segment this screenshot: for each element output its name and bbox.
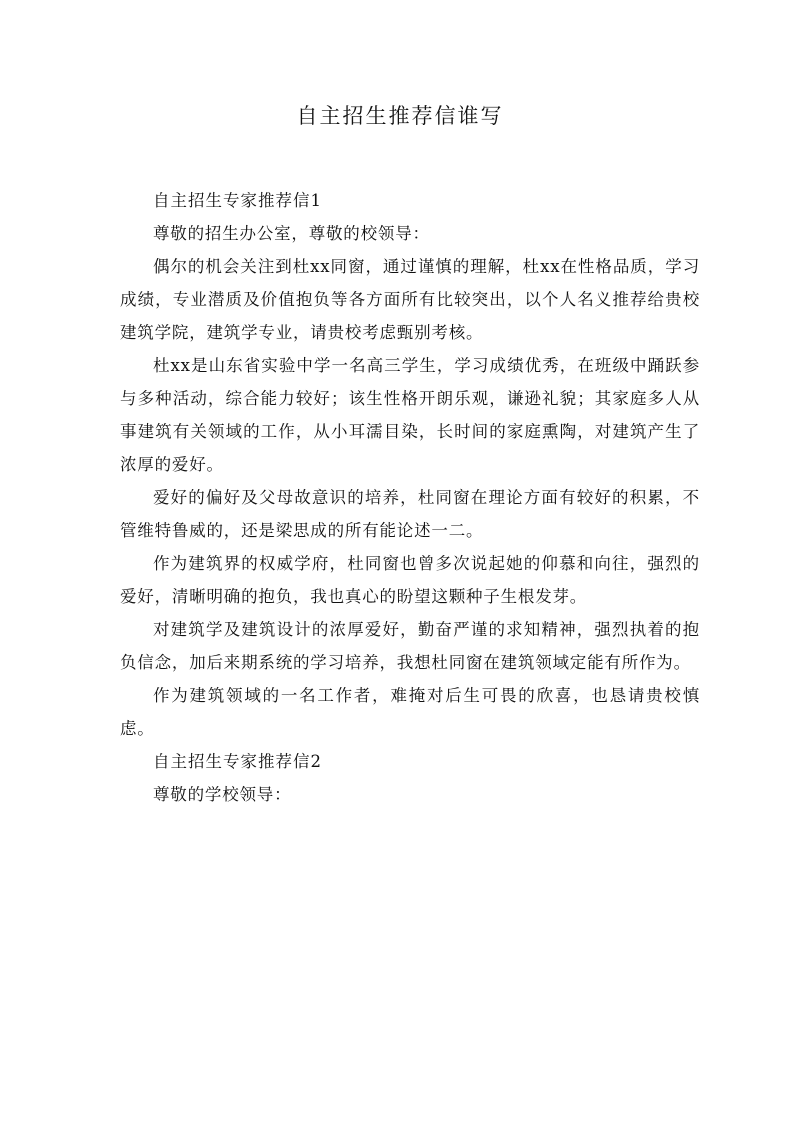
body-paragraph: 对建筑学及建筑设计的浓厚爱好，勤奋严谨的求知精神，强烈执着的抱负信念，加后来期系统的学习培养，我想杜同窗在建筑领域定能有所作为。 [120,620,700,672]
body-paragraph: 偶尔的机会关注到杜xx同窗，通过谨慎的理解，杜xx在性格品质，学习成绩，专业潜质及价值抱负等各方面所有比较突出，以个人名义推荐给贵校建筑学院，建筑学专业，请贵校考虑甄别考核。 [120,257,700,342]
salutation-1: 尊敬的招生办公室，尊敬的校领导： [153,224,430,243]
letter-heading-1: 自主招生专家推荐信1 [153,191,322,210]
body-paragraph: 作为建筑界的权威学府，杜同窗也曾多次说起她的仰慕和向往，强烈的爱好，清晰明确的抱负，我也真心的盼望这颗种子生根发芽。 [120,554,700,606]
salutation-2: 尊敬的学校领导： [153,785,292,804]
document-title: 自主招生推荐信谁写 [296,104,504,128]
letter-heading-2: 自主招生专家推荐信2 [153,752,322,771]
body-paragraph: 杜xx是山东省实验中学一名高三学生，学习成绩优秀，在班级中踊跃参与多种活动，综合能力较好；该生性格开朗乐观，谦逊礼貌；其家庭多人从事建筑有关领域的工作，从小耳濡目染，长时间的家庭熏陶，对建筑产生了浓厚的爱好。 [120,356,700,474]
document-body [120,184,700,811]
body-paragraph: 作为建筑领域的一名工作者，难掩对后生可畏的欣喜，也恳请贵校慎虑。 [120,686,700,738]
body-paragraph: 爱好的偏好及父母故意识的培养，杜同窗在理论方面有较好的积累，不管维特鲁威的，还是梁思成的所有能论述一二。 [120,488,700,540]
